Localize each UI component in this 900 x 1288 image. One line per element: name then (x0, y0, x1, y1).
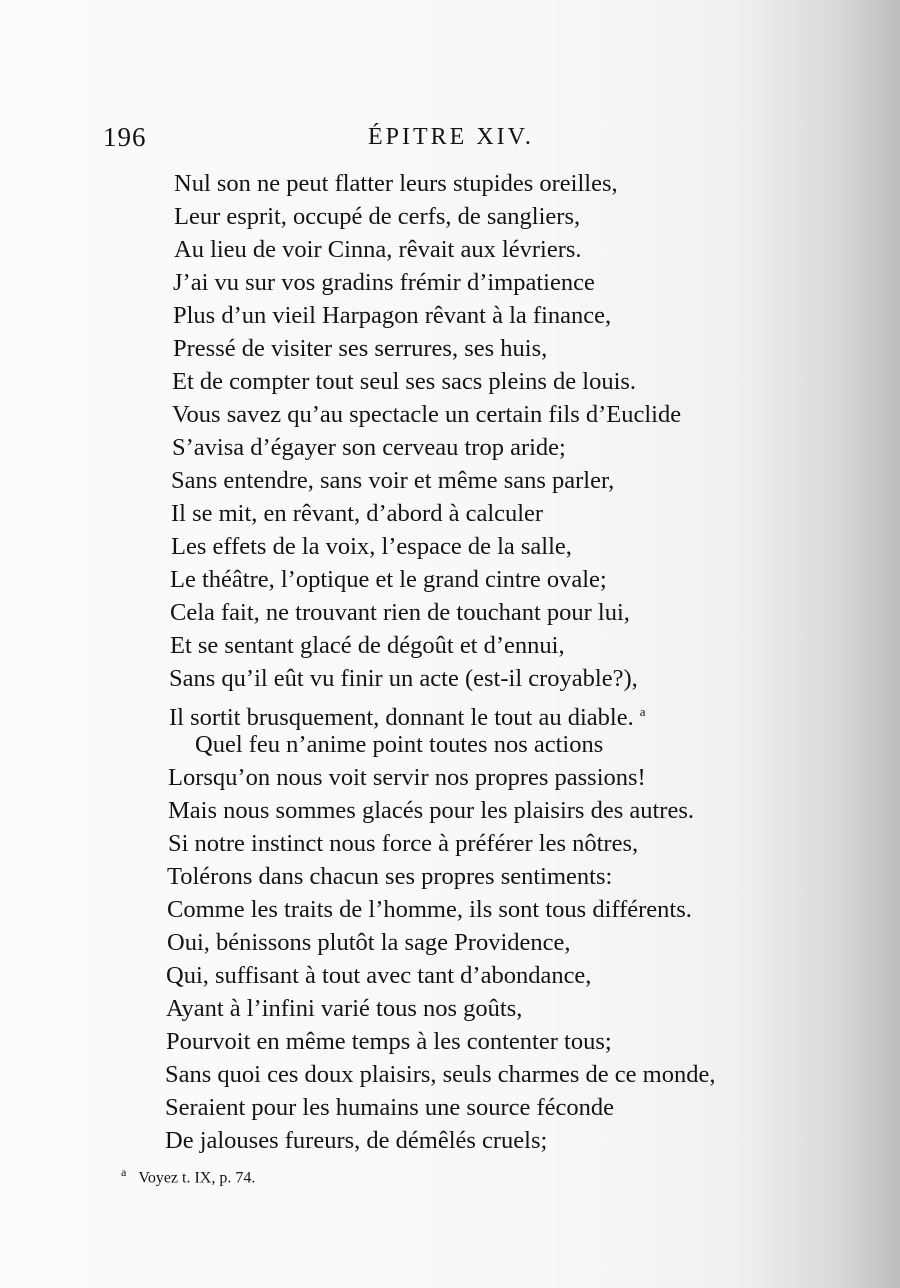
page-header (0, 118, 900, 158)
verse-line: Si notre instinct nous force à préférer les nôtres, (168, 830, 639, 857)
verse-line: De jalouses fureurs, de démêlés cruels; (165, 1127, 548, 1154)
verse-line: Sans qu’il eût vu finir un acte (est-il croyable?), (169, 665, 638, 692)
verse-line: Comme les traits de l’homme, ils sont tous différents. (167, 896, 692, 923)
page-number: 196 (103, 122, 147, 152)
verse-line: Sans quoi ces doux plaisirs, seuls charmes de ce monde, (165, 1061, 716, 1088)
footnote (121, 1165, 255, 1187)
verse-line: Oui, bénissons plutôt la sage Providence, (167, 929, 571, 956)
verse-line: Quel feu n’anime point toutes nos actions (195, 731, 604, 758)
verse-line: Il se mit, en rêvant, d’abord à calculer (171, 500, 544, 527)
verse-line: Plus d’un vieil Harpagon rêvant à la finance, (173, 302, 612, 329)
verse-line: Sans entendre, sans voir et même sans parler, (171, 467, 615, 494)
verse-line: Et se sentant glacé de dégoût et d’ennui, (170, 632, 565, 659)
verse-line: Ayant à l’infini varié tous nos goûts, (166, 995, 523, 1022)
footnote-marker: a (639, 704, 646, 719)
verse-line: Nul son ne peut flatter leurs stupides oreilles, (174, 170, 618, 197)
verse-line: Lorsqu’on nous voit servir nos propres passions! (168, 764, 646, 791)
running-title: ÉPITRE XIV. (368, 124, 534, 150)
verse-line: Pressé de visiter ses serrures, ses huis, (173, 335, 548, 362)
verse-line: Seraient pour les humains une source féconde (165, 1094, 615, 1121)
verse-line: Au lieu de voir Cinna, rêvait aux lévriers. (174, 236, 582, 263)
verse-line: Vous savez qu’au spectacle un certain fils d’Euclide (172, 401, 682, 428)
verse-line: Qui, suffisant à tout avec tant d’abondance, (166, 962, 592, 989)
footnote-letter: a (121, 1165, 127, 1179)
verse-line-text: Il sortit brusquement, donnant le tout au diable. (169, 704, 634, 732)
verse-line: J’ai vu sur vos gradins frémir d’impatience (173, 269, 595, 296)
verse-line: Tolérons dans chacun ses propres sentiments: (167, 863, 613, 890)
verse-line: Et de compter tout seul ses sacs pleins de louis. (172, 368, 637, 395)
footnote-text: Voyez t. IX, p. 74. (138, 1169, 256, 1187)
verse-line: Mais nous sommes glacés pour les plaisirs des autres. (168, 797, 694, 824)
verse-line: Leur esprit, occupé de cerfs, de sangliers, (174, 203, 581, 230)
verse-line: Cela fait, ne trouvant rien de touchant pour lui, (170, 599, 630, 626)
verse-line-with-note (169, 696, 646, 732)
verse-line: S’avisa d’égayer son cerveau trop aride; (172, 434, 566, 461)
verse-line: Pourvoit en même temps à les contenter tous; (166, 1028, 612, 1055)
verse-line: Le théâtre, l’optique et le grand cintre ovale; (170, 566, 607, 593)
verse-line: Les effets de la voix, l’espace de la salle, (171, 533, 572, 560)
